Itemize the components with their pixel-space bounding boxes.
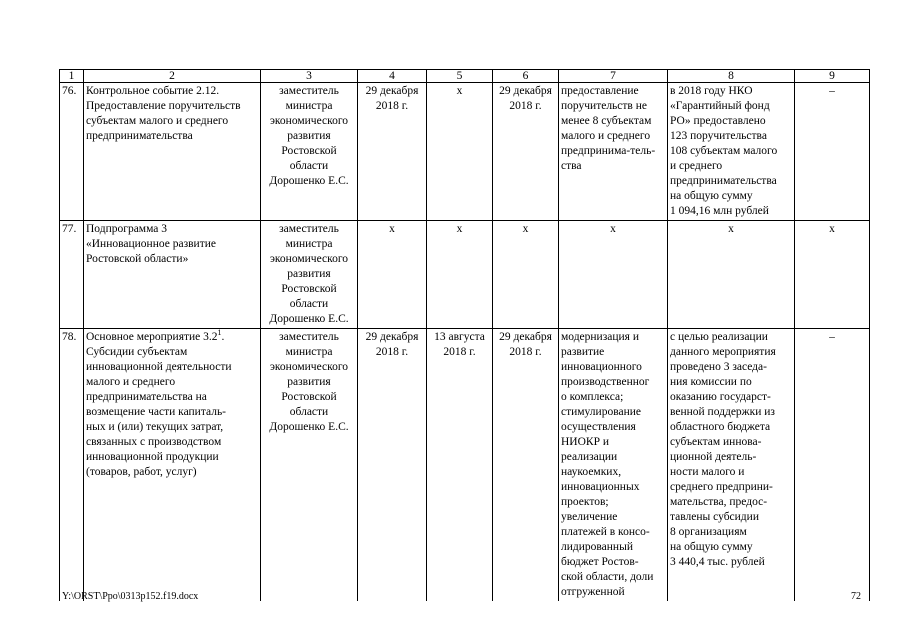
report-table [59,69,870,601]
row-number: 77. [60,221,84,329]
event-name: Контрольное событие 2.12. Предоставление поручительств субъектам малого и среднего предпринимательства [84,83,261,221]
table-row [60,329,870,602]
expected-result: х [559,221,668,329]
actual-result: с целью реализации данного мероприятия проведено 3 заседа- ния комиссии по оказанию государст- венной поддержки из областного бюджета субъектам иннова- ционной деятель- ности малого и среднего предприни- мательства, предос- тавлены субсидии 8 организациям на общую сумму 3 440,4 тыс. рублей [668,329,795,602]
event-name: Подпрограмма 3 «Инновационное развитие Ростовской области» [84,221,261,329]
start-date: х [427,83,493,221]
start-date: х [427,221,493,329]
start-date: 13 августа 2018 г. [427,329,493,602]
column-number: 6 [493,70,559,83]
executor: заместитель министра экономического развития Ростовской области Дорошенко Е.С. [261,83,358,221]
column-number: 8 [668,70,795,83]
column-number: 2 [84,70,261,83]
column-number: 5 [427,70,493,83]
executor: заместитель министра экономического развития Ростовской области Дорошенко Е.С. [261,221,358,329]
column-number: 7 [559,70,668,83]
table-row [60,221,870,329]
page-number: 72 [851,591,861,602]
reason: – [795,329,870,602]
plan-date: 29 декабря 2018 г. [358,83,427,221]
column-number: 3 [261,70,358,83]
actual-result: в 2018 году НКО «Гарантийный фонд РО» предоставлено 123 поручительства 108 субъектам малого и среднего предпринимательства на общую сумму 1 094,16 млн рублей [668,83,795,221]
reason: – [795,83,870,221]
row-number: 76. [60,83,84,221]
column-number-header-row [60,70,870,83]
column-number: 1 [60,70,84,83]
file-path: Y:\ORST\Ppo\0313p152.f19.docx [62,591,199,602]
executor: заместитель министра экономического развития Ростовской области Дорошенко Е.С. [261,329,358,602]
expected-result: модернизация и развитие инновационного производственног о комплекса; стимулирование осуществления НИОКР и реализации наукоемких, инновационных проектов; увеличение платежей в консо- лидированный бюджет Ростов- ской области, доли отгруженной [559,329,668,602]
expected-result: предоставление поручительств не менее 8 субъектам малого и среднего предпринима-тель- ства [559,83,668,221]
end-date: 29 декабря 2018 г. [493,329,559,602]
plan-date: 29 декабря 2018 г. [358,329,427,602]
plan-date: х [358,221,427,329]
end-date: 29 декабря 2018 г. [493,83,559,221]
table-row [60,83,870,221]
event-name-prefix: Основное мероприятие 3.2 [86,331,218,343]
footnote-mark: 1 [217,328,222,338]
event-name-rest: . Субсидии субъектам инновационной деятельности малого и среднего предпринимательства на возмещение части капиталь- ных и (или) текущих затрат, связанных с производством инновационной продукции (товаров, работ, услуг) [86,331,232,478]
reason: х [795,221,870,329]
row-number: 78. [60,329,84,602]
end-date: х [493,221,559,329]
column-number: 4 [358,70,427,83]
actual-result: х [668,221,795,329]
event-name [84,329,261,602]
column-number: 9 [795,70,870,83]
